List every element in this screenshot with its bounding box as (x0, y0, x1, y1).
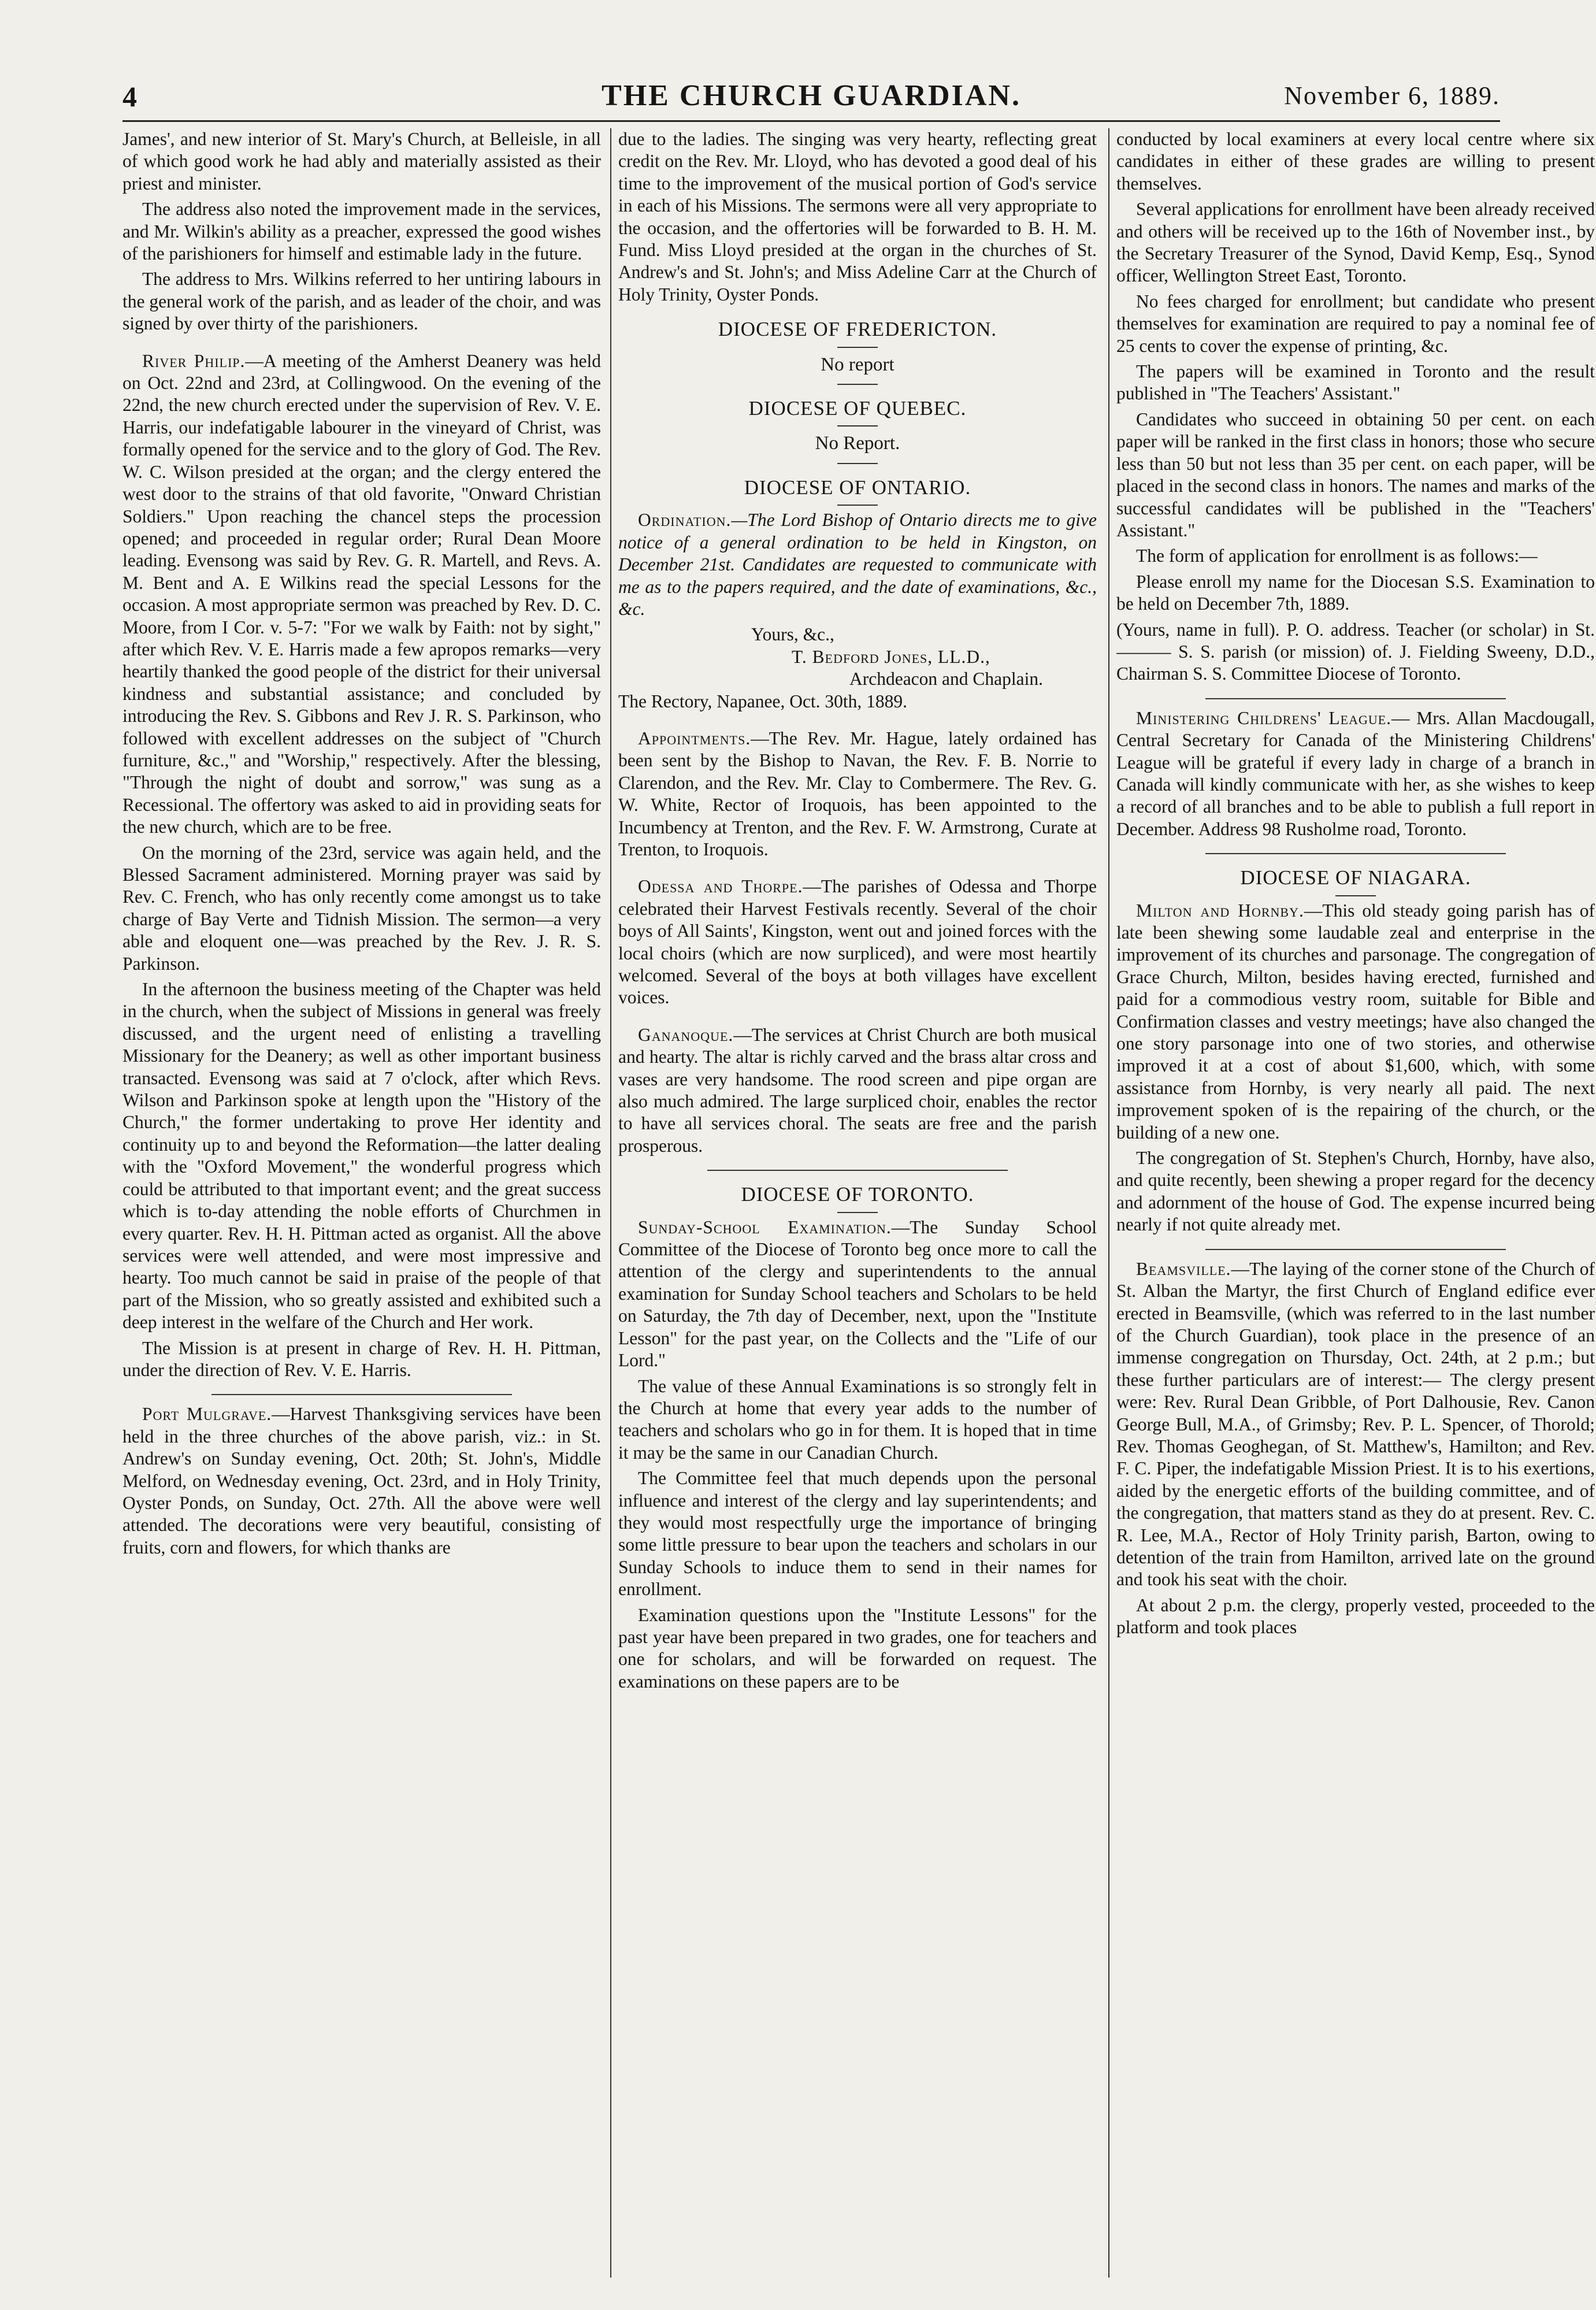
paragraph: The address to Mrs. Wilkins referred to her untiring labours in the general work of the parish, and as leader of the choir, and was signed by over thirty of the parishioners. (123, 269, 601, 334)
paragraph: On the morning of the 23rd, service was again held, and the Blessed Sacrament administered. Morning prayer was said by Rev. C. French, who has only recently come amongst us to take charge of Bay Verte and Tidnish Mission. The sermon—a very able and eloquent one—was preached by the Rev. J. R. S. Parkinson. (123, 842, 601, 974)
paragraph: conducted by local examiners at every local centre where six candidates in either of these grades are willing to present themselves. (1116, 129, 1595, 194)
column-1 (123, 128, 601, 2278)
paragraph: The value of these Annual Examinations is so strongly felt in the Church at home that every year adds to the number of teachers and scholars who go in for them. It is hoped that in time it may be the same in our Canadian Church. (618, 1375, 1097, 1463)
article-gananoque (618, 1024, 1097, 1157)
paragraph: The address also noted the improvement made in the services, and Mr. Wilkin's ability as a preacher, expressed the good wishes of the parishioners for himself and estimable lady in the future. (123, 199, 601, 264)
paragraph: At about 2 p.m. the clergy, properly vested, proceeded to the platform and took places (1116, 1595, 1595, 1638)
column-3 (1116, 128, 1595, 2278)
article-sunday-school (618, 1217, 1097, 1372)
application-form: (Yours, name in full). P. O. address. Teacher (or scholar) in St. ——— S. S. parish (or mission) of. J. Fielding Sweeny, D.D., Chairman S. S. Committee Diocese of Toronto. (1116, 619, 1595, 684)
article-text: —The Rev. Mr. Hague, lately ordained has been sent by the Bishop to Navan, the Rev. F. B. Norrie to Clarendon, and the Rev. Mr. Clay to Combermere. The Rev. G. W. White, Rector of Iroquois, has been appointed to the Incumbency at Trenton, and the Rev. F. W. Armstrong, Curate at Trenton, to Iroquois. (618, 728, 1097, 859)
article-lead: Appointments. (638, 728, 751, 748)
section-separator (1205, 853, 1506, 854)
section-heading: DIOCESE OF FREDERICTON. (718, 318, 997, 341)
article-lead: Odessa and Thorpe. (638, 876, 803, 897)
article-beamsville (1116, 1258, 1595, 1591)
signature-place: The Rectory, Napanee, Oct. 30th, 1889. (618, 691, 908, 711)
page-header (123, 68, 1500, 113)
article-lead: Milton and Hornby. (1136, 900, 1304, 921)
article-lead: Port Mulgrave. (142, 1404, 272, 1425)
section-separator (1205, 698, 1506, 699)
no-report-note: No Report. (815, 433, 900, 454)
section-separator (1205, 1249, 1506, 1250)
section-heading: DIOCESE OF ONTARIO. (744, 476, 971, 499)
heading-dash (837, 384, 878, 385)
article-text: — Mrs. Allan Macdougall, Central Secretary for Canada of the Ministering Childrens' League will be grateful if every lady in charge of a branch in Canada will kindly communicate with her, as she wishes to keep a record of all branches and to be able to publish a full report in December. Address 98 Rusholme road, Toronto. (1116, 707, 1595, 839)
paragraph: The papers will be examined in Toronto and the result published in "The Teachers' Assistant." (1116, 361, 1595, 404)
heading-dash (1335, 895, 1376, 896)
paragraph: The Mission is at present in charge of Rev. H. H. Pittman, under the direction of Rev. V. E. Harris. (123, 1337, 601, 1380)
page-number: 4 (123, 80, 137, 113)
signature-name: T. Bedford Jones, LL.D., (792, 646, 990, 667)
paragraph: In the afternoon the business meeting of the Chapter was held in the church, when the subject of Missions in general was freely discussed, and the urgent need of enlisting a travelling Missionary for the Deanery; as well as other important business transacted. Evensong was said at 7 o'clock, after which Revs. Wilson and Parkinson spoke at length upon the "History of the Church," the former undertaking to prove Her identity and continuity up to and beyond the Reformation—the latter dealing with the "Oxford Movement," the wonderful progress which could be attributed to that important event; and the great success which is to-day attending the noble efforts of Churchmen in every quarter. Rev. H. H. Pittman acted as organist. All the above services were well attended, and were most impressive and hearty. Too much cannot be said in praise of the people of that part of the Mission, who so greatly assisted and exhibited such a deep interest in the welfare of the Church and Her work. (123, 979, 601, 1333)
article-text: —The parishes of Odessa and Thorpe celebrated their Harvest Festivals recently. Several of the choir boys of All Saints', Kingston, went out and joined forces with the local choirs (which are now surpliced), and were most heartily welcomed. Several of the boys at both villages have excellent voices. (618, 876, 1097, 1008)
heading-dash (837, 347, 878, 348)
masthead-title: THE CHURCH GUARDIAN. (602, 79, 1021, 112)
paragraph: James', and new interior of St. Mary's Church, at Belleisle, in all of which good work he had ably and materially assisted as their priest and minister. (123, 129, 601, 194)
paragraph: Candidates who succeed in obtaining 50 per cent. on each paper will be ranked in the first class in honors; those who secure less than 50 but not less than 35 per cent. on each paper, will be placed in the second class in honors. The names and marks of the successful candidates will be published in the "Teachers' Assistant." (1116, 409, 1595, 540)
article-milton (1116, 900, 1595, 1144)
paragraph: Several applications for enrollment have been already received and others will be received up to the 16th of November inst., by the Secretary Treasurer of the Synod, David Kemp, Esq., Synod officer, Wellington Street East, Toronto. (1116, 199, 1595, 286)
no-report-note: No report (821, 354, 894, 375)
article-lead: River Philip. (142, 350, 246, 371)
article-odessa (618, 876, 1097, 1008)
signature-line: Yours, &c., (751, 624, 834, 645)
article-ministering-league (1116, 707, 1595, 840)
paragraph: The form of application for enrollment is as follows:— (1136, 546, 1538, 566)
paragraph: The congregation of St. Stephen's Church, Hornby, have also, and quite recently, been shewing a proper regard for the decency and adornment of the house of God. The expense incurred being nearly if not quite already met. (1116, 1148, 1595, 1235)
heading-dash (837, 463, 878, 464)
article-text: —This old steady going parish has of late been shewing some laudable zeal and enterprise in the improvement of its churches and parsonage. The congregation of Grace Church, Milton, besides having erected, furnished and paid for a commodious vestry room, suitable for Bible and Confirmation classes and vestry meetings; have also changed the one story parsonage into one of two stories, and otherwise improved it at a cost of about $1,600, which, with some assistance from Hornby, is very nearly all paid. The next improvement spoken of is the repairing of the church, or the building of a new one. (1116, 900, 1595, 1143)
section-separator (707, 1170, 1008, 1171)
article-lead: Gananoque. (638, 1024, 734, 1045)
heading-dash (837, 1212, 878, 1213)
article-lead: Sunday-School Examination. (638, 1217, 892, 1237)
article-text: —The laying of the corner stone of the Church of St. Alban the Martyr, the first Church of England edifice ever erected in Beamsville, (which was referred to in the last number of the Church Guardian), took place in the presence of an immense congregation on Thursday, Oct. 24th, at 2 p.m.; but these further particulars are of interest:— The clergy present were: Rev. Rural Dean Gribble, of Port Dalhousie, Rev. Canon George Bull, M.A., of Grimsby; Rev. P. L. Spencer, of Thorold; Rev. Thomas Geoghegan, of St. Matthew's, Hamilton; and Rev. F. C. Piper, the indefatigable Mission Priest. It is to his exertions, aided by the energetic efforts of the building committee, and of the congregation, that matters stand as they do at present. Rev. C. R. Lee, M.A., Rector of Holy Trinity parish, Barton, owing to detention of the train from Hamilton, arrived late on the ground and took his seat with the choir. (1116, 1258, 1595, 1590)
article-ordination (618, 509, 1097, 620)
paragraph: The Committee feel that much depends upon the personal influence and interest of the clergy and lay superintendents; and they would most respectfully urge the importance of bringing some little pressure to bear upon the teachers and scholars in our Sunday Schools to induce them to send in their names for enrollment. (618, 1468, 1097, 1600)
section-heading: DIOCESE OF TORONTO. (741, 1183, 974, 1206)
article-lead: Ministering Childrens' League. (1136, 707, 1392, 728)
application-form: Please enroll my name for the Diocesan S.S. Examination to be held on December 7th, 1889. (1116, 571, 1595, 614)
article-text: —Harvest Thanksgiving services have been held in the three churches of the above parish, viz.: in St. Andrew's on Sunday evening, Oct. 20th; St. John's, Middle Melford, on Wednesday evening, Oct. 23rd, and in Holy Trinity, Oyster Ponds, on Sunday, Oct. 27th. All the above were well attended. The decorations were very beautiful, consisting of fruits, corn and flowers, for which thanks are (123, 1404, 601, 1558)
article-text: —The Lord Bishop of Ontario directs me to give notice of a general ordination to be held in Kingston, on December 21st. Candidates are requested to communicate with me as to the papers required, and the date of examinations, &c., &c. (618, 510, 1097, 619)
heading-dash (837, 505, 878, 506)
column-divider (1108, 128, 1109, 2278)
article-lead: Ordination. (638, 510, 732, 531)
article-text: —The services at Christ Church are both musical and hearty. The altar is richly carved and the brass altar cross and vases are very handsome. The rood screen and pipe organ are also much admired. The large surpliced choir, enables the rector to have all services choral. The seats are free and the parish prosperous. (618, 1024, 1097, 1156)
header-rule (123, 120, 1500, 122)
section-separator (211, 1394, 512, 1395)
paragraph: Examination questions upon the "Institute Lessons" for the past year have been prepared in two grades, one for teachers and one for scholars, and will be forwarded on request. The examinations on these papers are to be (618, 1604, 1097, 1692)
heading-dash (837, 425, 878, 427)
section-heading: DIOCESE OF QUEBEC. (748, 397, 967, 420)
section-heading: DIOCESE OF NIAGARA. (1240, 866, 1471, 889)
article-text: —A meeting of the Amherst Deanery was held on Oct. 22nd and 23rd, at Collingwood. On the evening of the 22nd, the new church erected under the supervision of Rev. V. E. Harris, our indefatigable labourer in the vineyard of Christ, was formally opened for the service and to the glory of God. The Rev. W. C. Wilson presided at the organ; and the clergy entered the west door to the strains of that old favorite, "Onward Christian Soldiers." Upon reaching the chancel steps the procession opened; and proceeded in regular order; Rural Dean Moore leading. Evensong was said by Rev. G. R. Martell, and Revs. A. M. Bent and A. E Wilkins read the special Lessons for the occasion. A most appropriate sermon was preached by Rev. D. C. Moore, from I Cor. v. 5-7: "For we walk by Faith: not by sight," after which Rev. V. E. Harris made a few apropos remarks—very heartily thanked the good people of the district for their universal kindness and substantial assistance; and concluded by introducing the Rev. S. Gibbons and Rev J. R. S. Parkinson, who followed with excellent addresses on the subject of "Church furniture, &c.," and "Worship," respectively. After the blessing, "Through the night of doubt and sorrow," was sung as a Recessional. The offertory was asked to aid in providing seats for the new church, which are to be free. (123, 350, 601, 837)
article-lead: Beamsville. (1136, 1258, 1231, 1279)
column-2 (618, 128, 1097, 2278)
issue-date: November 6, 1889. (1284, 81, 1500, 110)
paragraph: due to the ladies. The singing was very hearty, reflecting great credit on the Rev. Mr. Lloyd, who has devoted a good deal of his time to the improvement of the musical portion of God's service in each of his Missions. The sermons were all very appropriate to the occasion, and the offertories will be forwarded to B. H. M. Fund. Miss Lloyd presided at the organ in the churches of St. Andrew's and St. John's; and Miss Adeline Carr at the Church of Holy Trinity, Oyster Ponds. (618, 129, 1097, 305)
signature-title: Archdeacon and Chaplain. (849, 669, 1043, 689)
article-river-philip (123, 350, 601, 839)
column-divider (610, 128, 611, 2278)
article-text: —The Sunday School Committee of the Diocese of Toronto beg once more to call the attention of the clergy and superintendents to the annual examination for Sunday School teachers and Scholars to be held on Saturday, the 7th day of December, next, upon the "Institute Lesson" for the past year, on the Collects and the "Life of our Lord." (618, 1217, 1097, 1371)
paragraph: No fees charged for enrollment; but candidate who present themselves for examination are required to pay a nominal fee of 25 cents to cover the expense of printing, &c. (1116, 291, 1595, 356)
article-appointments (618, 728, 1097, 861)
article-port-mulgrave (123, 1403, 601, 1559)
